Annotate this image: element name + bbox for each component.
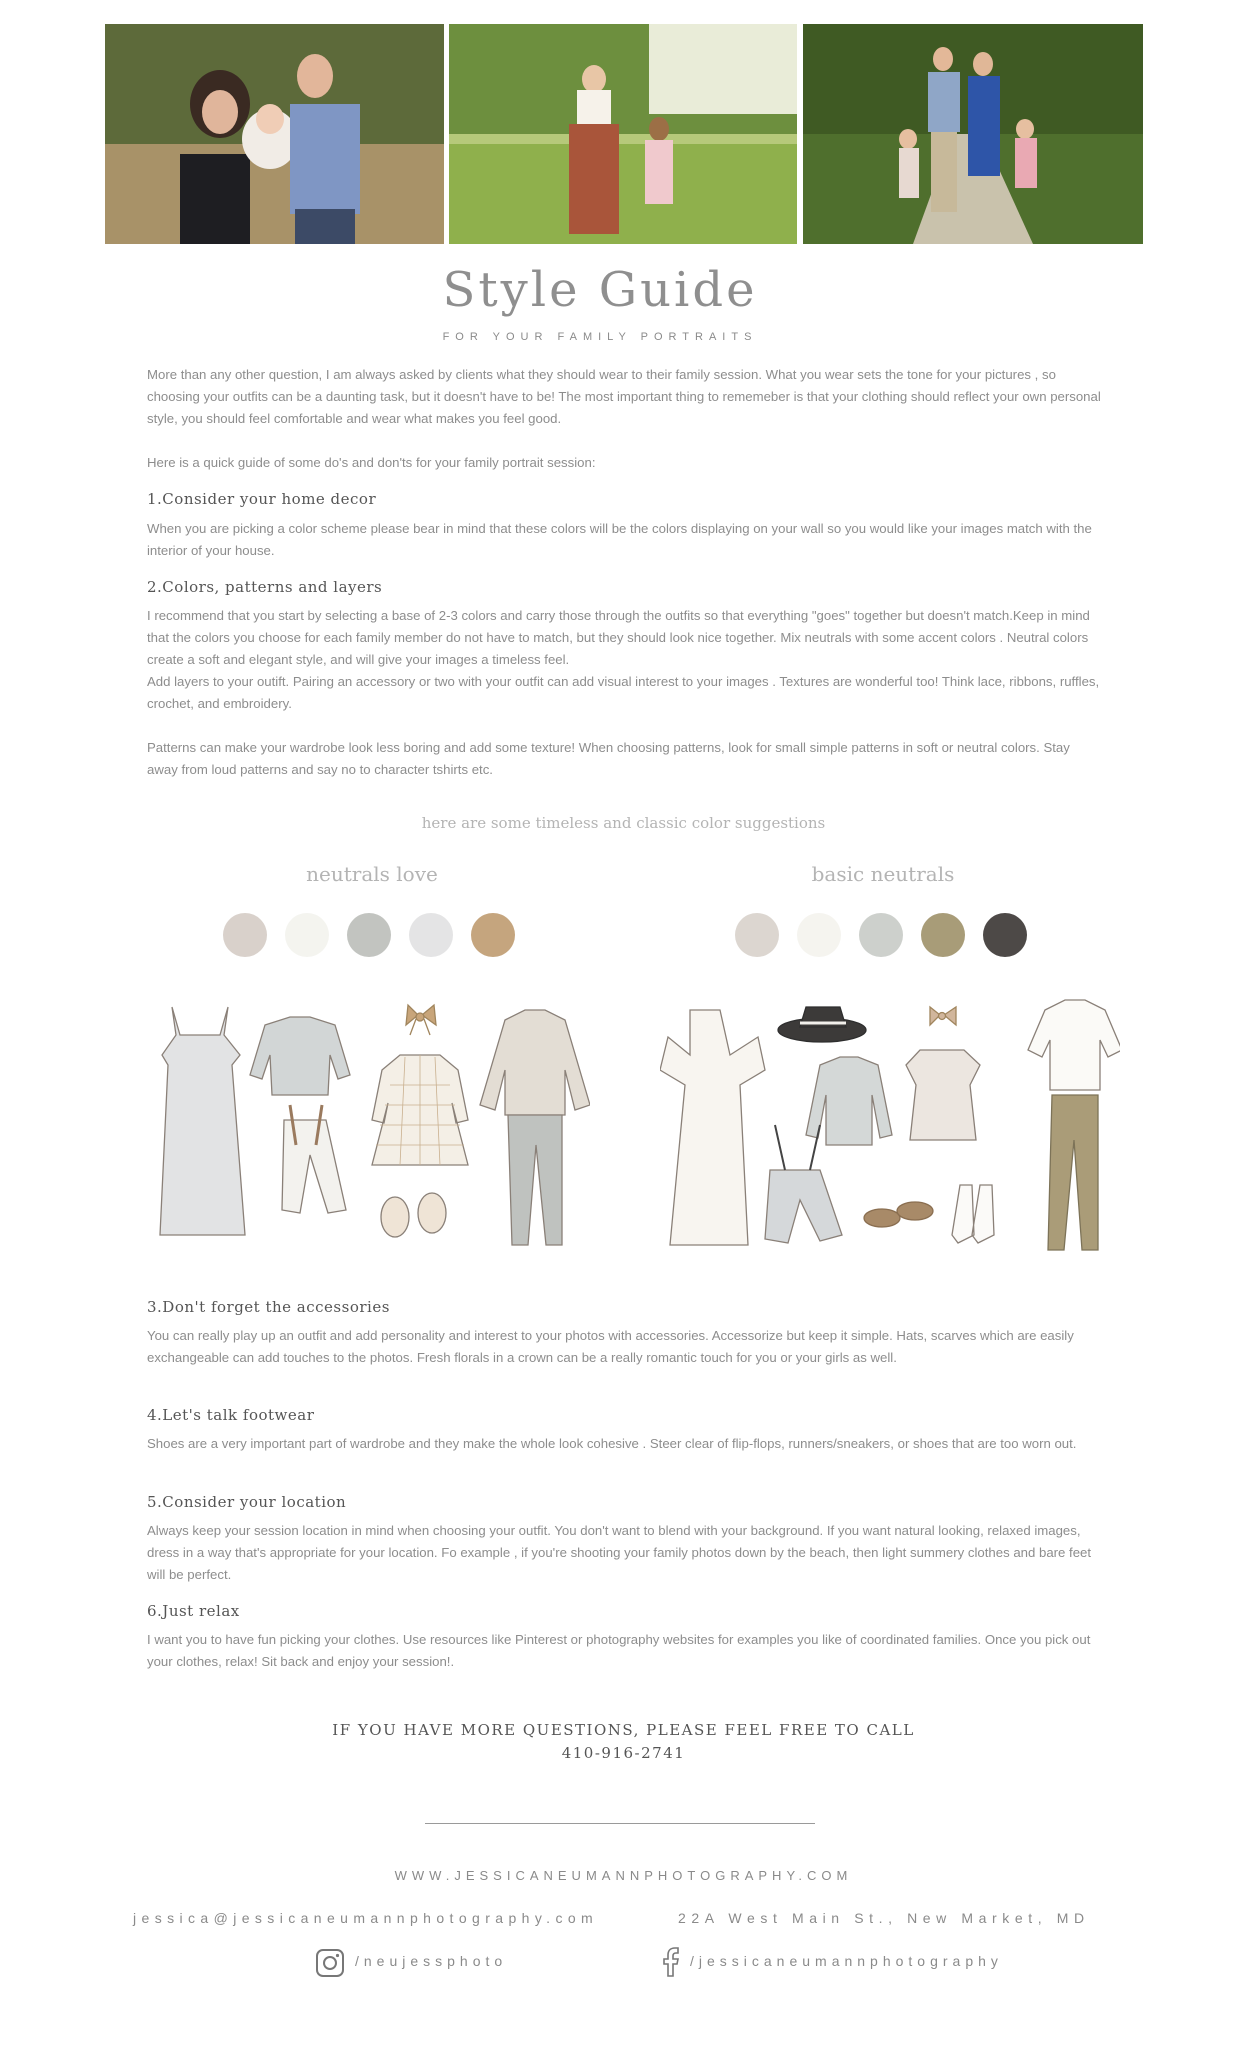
sandals-icon	[864, 1202, 933, 1227]
section-body-patterns: Patterns can make your wardrobe look less boring and add some texture! When choosing patterns, look for small simple patterns in soft or neutral colors. Stay away from loud patterns and say no to character tshirts etc.	[147, 740, 1070, 777]
socks-icon	[952, 1185, 994, 1243]
color-swatch	[223, 913, 267, 957]
section-body-home-decor: When you are picking a color scheme please bear in mind that these colors will be the colors displaying on your wall so you would like your images match with the interior of your house.	[147, 521, 1092, 558]
section-heading-relax: 6.Just relax	[147, 1602, 240, 1620]
palette-title-basic-neutrals: basic neutrals	[811, 862, 955, 886]
family-photo-family-of-four-path	[803, 24, 1143, 244]
website-link[interactable]: WWW.JESSICANEUMANNPHOTOGRAPHY.COM	[394, 1868, 853, 1883]
color-swatch	[347, 913, 391, 957]
family-photo-couple-with-baby	[105, 24, 444, 244]
section-heading-accessories: 3.Don't forget the accessories	[147, 1298, 390, 1316]
intro-paragraph: More than any other question, I am always asked by clients what they should wear to their family session. What you wear sets the tone for your pictures , so choosing your outfits can be a daunting task, but it doesn't have to be! The most important thing to rememeber is that your clothing should reflect your own personal style, you should feel comfortable and wear what makes you feel good.	[147, 367, 1101, 426]
page-title: Style Guide	[442, 262, 758, 318]
facebook-handle[interactable]: /jessicaneumannphotography	[690, 1953, 1003, 1969]
plaid-dress-icon	[372, 1055, 468, 1165]
palette-caption: here are some timeless and classic color suggestions	[421, 814, 826, 832]
romper-icon	[906, 1050, 980, 1140]
section-body-footwear: Shoes are a very important part of wardrobe and they make the whole look cohesive . Steer clear of flip-flops, runners/sneakers, or shoes that are too worn out.	[147, 1436, 1077, 1451]
email-link[interactable]: jessica@jessicaneumannphotography.com	[133, 1910, 599, 1926]
section-body-layers: Add layers to your outift. Pairing an accessory or two with your outfit can add visual interest to your images . Textures are wonderful too! Think lace, ribbons, ruffles, crochet, and embroidery.	[147, 674, 1100, 711]
address-text: 22A West Main St., New Market, MD	[678, 1910, 1090, 1926]
chinos-icon	[1048, 1095, 1098, 1250]
button-shirt-icon	[480, 1010, 590, 1115]
outfit-illustrations-basic-neutrals	[660, 995, 1120, 1265]
section-heading-home-decor: 1.Consider your home decor	[147, 490, 377, 508]
trousers-icon	[508, 1115, 562, 1245]
contact-cta: IF YOU HAVE MORE QUESTIONS, PLEASE FEEL FREE TO CALL	[332, 1721, 915, 1739]
section-body-accessories: You can really play up an outfit and add personality and interest to your photos with accessories. Accessorize but keep it simple. Hats, scarves which are easily exchangeable can add touches to the photos. Fresh florals in a crown can be a really romantic touch for you or your girls as well.	[147, 1328, 1074, 1365]
sweater-icon	[250, 1017, 350, 1095]
footer-divider	[425, 1823, 815, 1824]
section-heading-location: 5.Consider your location	[147, 1493, 347, 1511]
color-swatch	[859, 913, 903, 957]
color-swatch	[983, 913, 1027, 957]
shorts-icon	[282, 1105, 346, 1213]
outfit-illustrations-neutrals-love	[150, 995, 590, 1255]
color-swatch	[735, 913, 779, 957]
palette-title-neutrals-love: neutrals love	[306, 862, 438, 886]
color-swatch	[285, 913, 329, 957]
hat-icon	[778, 1007, 866, 1042]
bow-icon	[930, 1007, 956, 1025]
baby-shoes-icon	[381, 1193, 446, 1237]
wrap-dress-icon	[660, 1010, 765, 1245]
facebook-icon[interactable]	[662, 1946, 682, 1978]
section-body-location: Always keep your session location in mind when choosing your outfit. You don't want to blend with your background. If you want natural looking, relaxed images, dress in a way that's appropriate for your location. Fo example , if you're shooting your family photos down by the beach, then light summery clothes and bare feet will be perfect.	[147, 1523, 1092, 1582]
instagram-icon[interactable]	[315, 1948, 345, 1978]
section-body-colors: I recommend that you start by selecting a base of 2-3 colors and carry those through the outfits so that everything "goes" together but doesn't match.Keep in mind that the colors you choose for each family member do not have to match, but they should look nice together. Mix neutrals with some accent colors . Neutral colors create a soft and elegant style, and will give your images a timeless feel.	[147, 608, 1090, 667]
section-heading-colors: 2.Colors, patterns and layers	[147, 578, 383, 596]
color-swatch	[409, 913, 453, 957]
instagram-handle[interactable]: /neujessphoto	[355, 1953, 508, 1969]
family-photo-mother-daughter-field	[449, 24, 797, 244]
contact-phone[interactable]: 410-916-2741	[561, 1744, 686, 1762]
color-swatch	[921, 913, 965, 957]
color-swatch	[471, 913, 515, 957]
bow-icon	[406, 1005, 436, 1035]
section-body-relax: I want you to have fun picking your clothes. Use resources like Pinterest or photography websites for examples you like of coordinated families. Once you pick out your clothes, relax! Sit back and enjoy your session!.	[147, 1632, 1091, 1669]
intro-lead: Here is a quick guide of some do's and don'ts for your family portrait session:	[147, 455, 596, 470]
short-sleeve-shirt-icon	[1028, 1000, 1120, 1090]
page-subtitle: FOR YOUR FAMILY PORTRAITS	[442, 331, 758, 343]
section-heading-footwear: 4.Let's talk footwear	[147, 1406, 315, 1424]
dress-icon	[160, 1007, 245, 1235]
color-swatch	[797, 913, 841, 957]
